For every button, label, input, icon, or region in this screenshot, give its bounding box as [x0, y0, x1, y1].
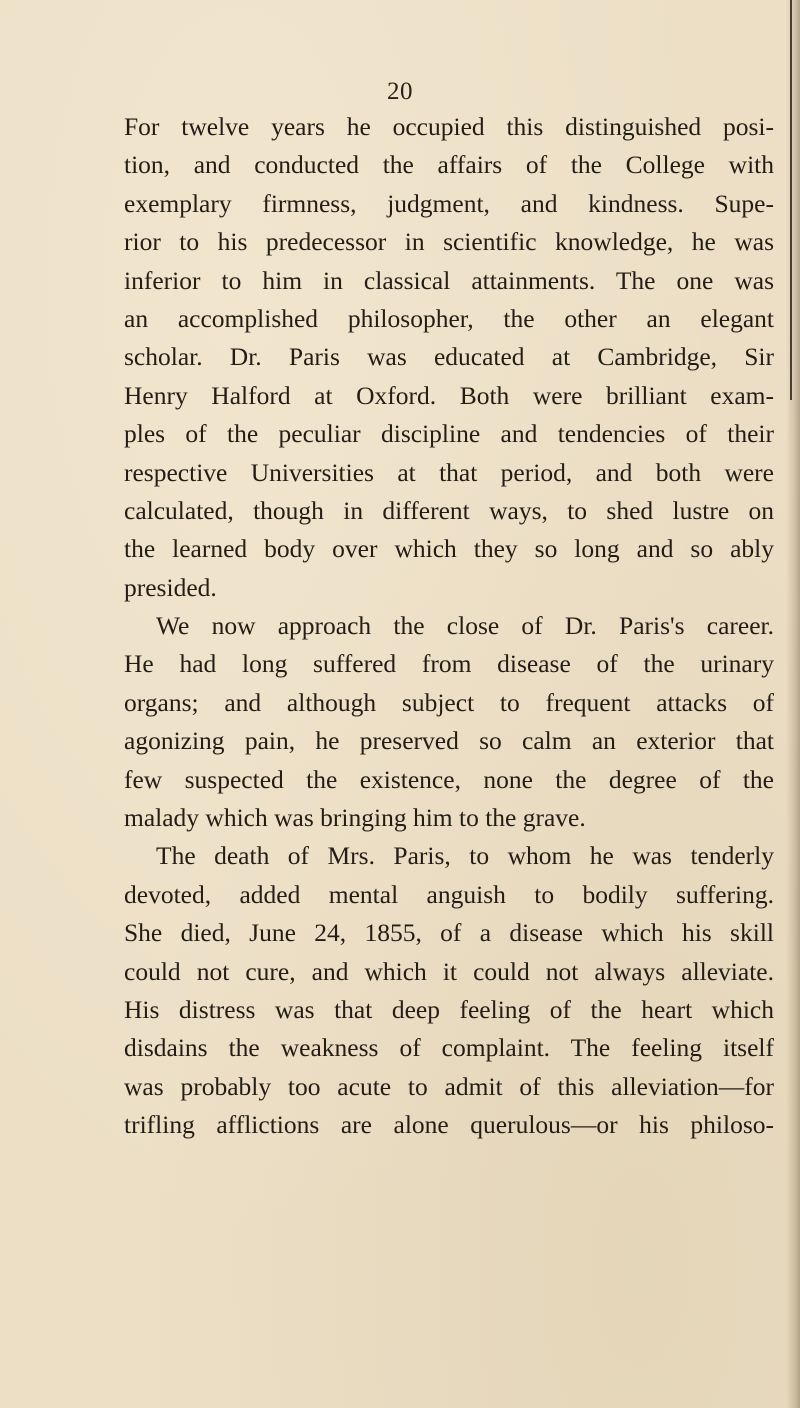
text-line: exemplary firmness, judgment, and kindness. Supe-	[124, 188, 774, 218]
text-line: rior to his predecessor in scientific knowledge, he was	[124, 227, 774, 257]
body-text	[124, 108, 774, 1145]
text-line: devoted, added mental anguish to bodily suffering.	[124, 879, 774, 909]
text-line: The death of Mrs. Paris, to whom he was tenderly	[156, 841, 774, 871]
text-line: scholar. Dr. Paris was educated at Cambridge, Sir	[124, 342, 774, 372]
text-line: tion, and conducted the affairs of the College with	[124, 150, 774, 180]
text-line: could not cure, and which it could not always alleviate.	[124, 956, 774, 986]
text-line: For twelve years he occupied this distinguished posi-	[124, 112, 774, 141]
binding-edge-line	[790, 0, 792, 400]
text-line: an accomplished philosopher, the other an elegant	[124, 303, 774, 333]
page-edge-shadow	[786, 0, 800, 1408]
text-line: Henry Halford at Oxford. Both were brilliant exam-	[124, 380, 774, 410]
text-line: trifling afflictions are alone querulous—or his philoso-	[124, 1110, 774, 1140]
text-line: calculated, though in different ways, to shed lustre on	[124, 495, 774, 525]
page-number: 20	[387, 78, 413, 105]
text-line: the learned body over which they so long and so ably	[124, 534, 774, 564]
text-line: respective Universities at that period, and both were	[124, 457, 774, 487]
text-line: organs; and although subject to frequent attacks of	[124, 687, 774, 717]
text-line: She died, June 24, 1855, of a disease which his skill	[124, 918, 774, 948]
text-line: His distress was that deep feeling of the heart which	[124, 994, 774, 1024]
text-line: disdains the weakness of complaint. The feeling itself	[124, 1033, 774, 1063]
text-line: few suspected the existence, none the degree of the	[124, 764, 774, 794]
text-line: inferior to him in classical attainments. The one was	[124, 265, 774, 295]
text-line: was probably too acute to admit of this alleviation—for	[124, 1071, 774, 1101]
text-line: malady which was bringing him to the grave.	[124, 803, 586, 833]
text-line: ples of the peculiar discipline and tendencies of their	[124, 419, 774, 449]
text-line: agonizing pain, he preserved so calm an exterior that	[124, 726, 774, 756]
text-line: presided.	[124, 572, 217, 602]
text-line: We now approach the close of Dr. Paris's career.	[156, 611, 774, 641]
text-line: He had long suffered from disease of the urinary	[124, 649, 774, 679]
